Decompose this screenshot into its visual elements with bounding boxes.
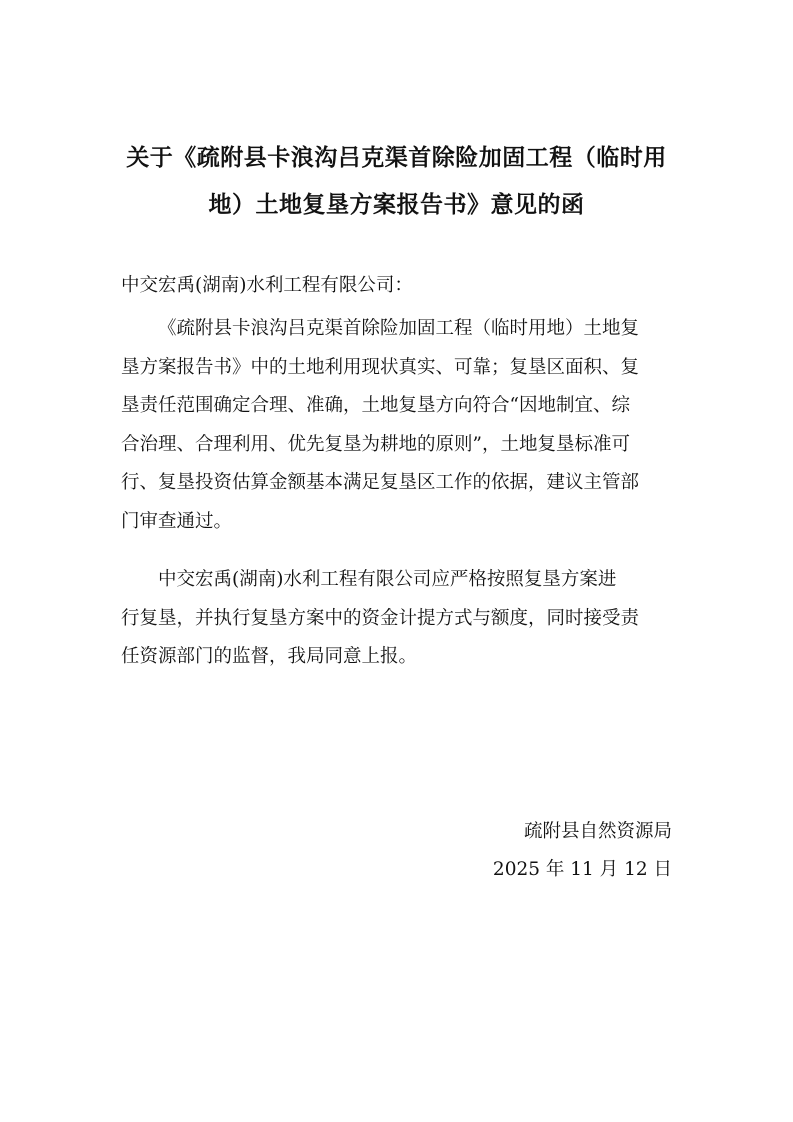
paragraph-line: 中交宏禹(湖南)水利工程有限公司应严格按照复垦方案进 <box>158 569 617 590</box>
paragraph-line: 任资源部门的监督，我局同意上报。 <box>121 646 418 668</box>
paragraph-line: 行复垦，并执行复垦方案中的资金计提方式与额度，同时接受责 <box>121 607 640 629</box>
issuer-name: 疏附县自然资源局 <box>523 821 672 842</box>
salutation: 中交宏禹(湖南)水利工程有限公司： <box>121 275 413 296</box>
title-line: 地）土地复垦方案报告书》意见的函 <box>208 192 585 218</box>
paragraph-line: 合治理、合理利用、优先复垦为耕地的原则”，土地复垦标准可 <box>121 433 630 455</box>
signature-block <box>493 813 672 889</box>
paragraph-line: 《疏附县卡浪沟吕克渠首除险加固工程（临时用地）土地复 <box>158 318 640 339</box>
document-title <box>100 135 693 229</box>
paragraph-line: 垦方案报告书》中的土地利用现状真实、可靠；复垦区面积、复 <box>121 356 640 378</box>
title-line: 关于《疏附县卡浪沟吕克渠首除险加固工程（临时用 <box>126 145 667 171</box>
body-paragraph-1 <box>121 310 677 542</box>
issue-date: 2025 年 11 月 12 日 <box>492 859 672 880</box>
paragraph-line: 垦责任范围确定合理、准确，土地复垦方向符合“因地制宜、综 <box>121 395 630 417</box>
paragraph-line: 行、复垦投资估算金额基本满足复垦区工作的依据，建议主管部 <box>121 472 640 494</box>
paragraph-line: 门审查通过。 <box>121 510 233 532</box>
body-paragraph-2 <box>121 561 677 677</box>
